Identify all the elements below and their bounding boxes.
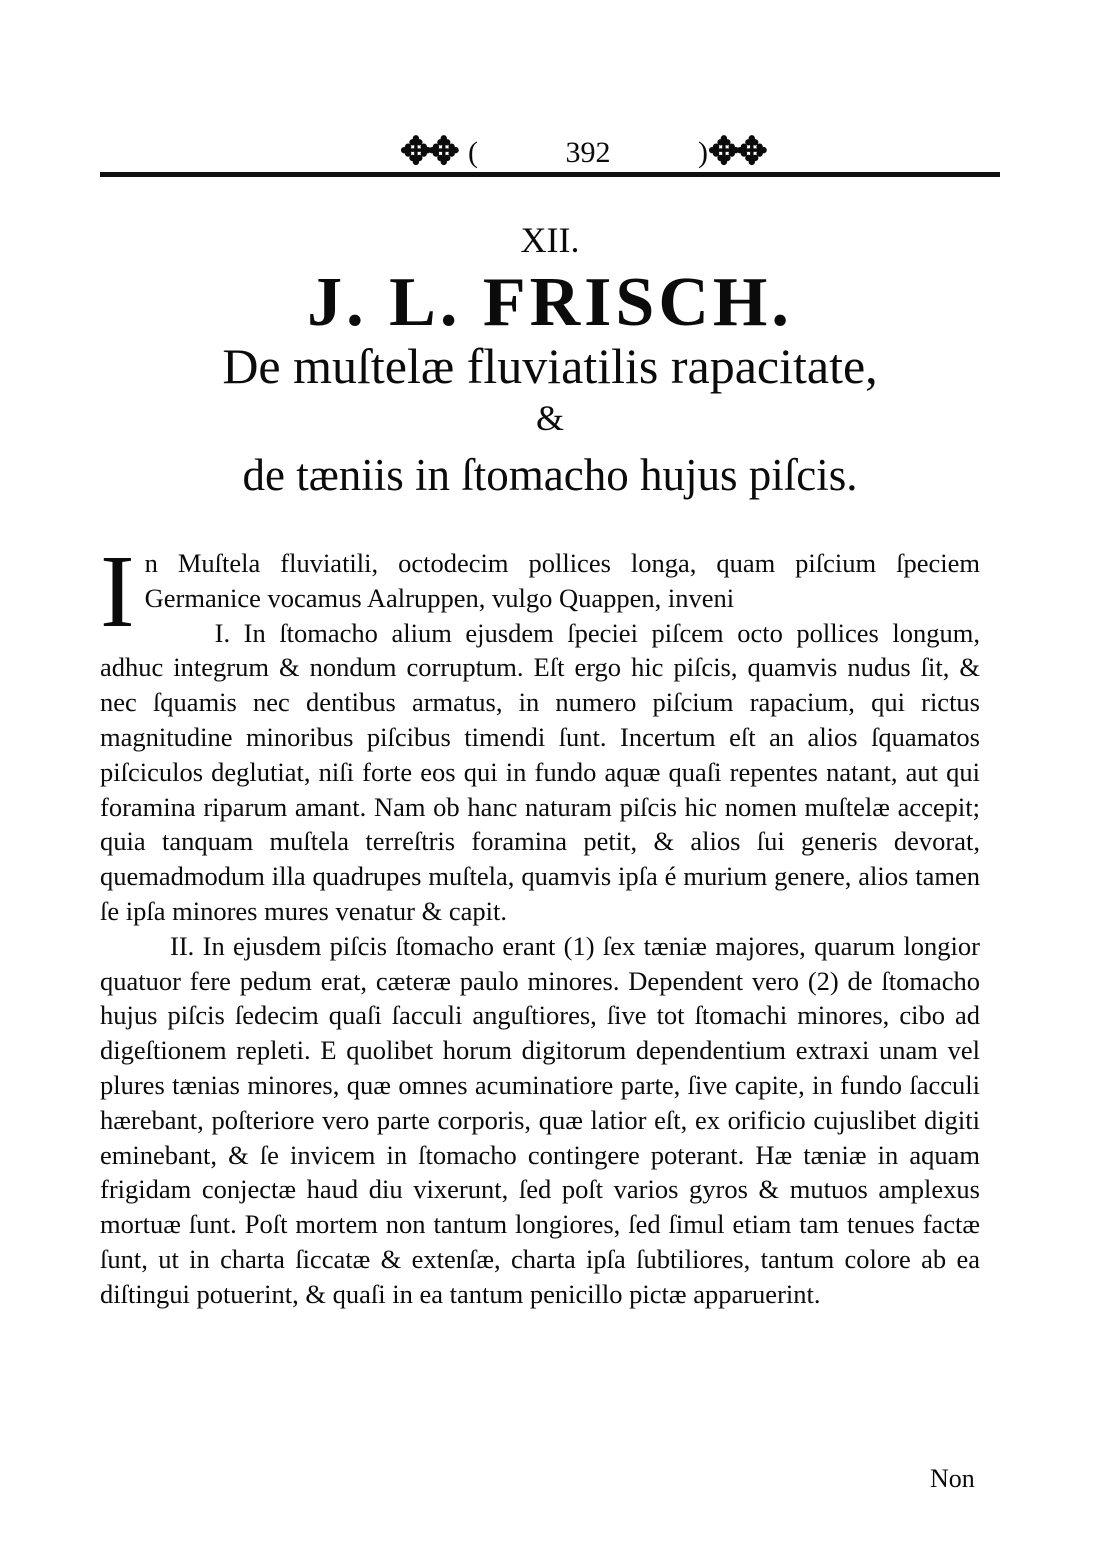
drop-cap: I [100, 534, 135, 649]
ornament-left-icon: ✥✥ [400, 128, 456, 173]
page-number: 392 [565, 136, 611, 169]
close-paren: ) [698, 136, 708, 169]
catchword: Non [930, 1464, 975, 1493]
author-heading: J. L. FRISCH. [307, 264, 793, 341]
title-ampersand: & [535, 398, 564, 438]
running-head [100, 118, 1000, 178]
paragraph-intro [100, 534, 980, 649]
body-text [100, 534, 980, 1312]
section-number: XII. [520, 220, 580, 260]
page-number-group [468, 138, 708, 168]
paragraph-section-2: II. In ejusdem piſcis ſtomacho erant (1) ſex tæniæ majores, quarum longior quatuor fere pedum erat, cæteræ paulo minores. Dependent vero (2) de ſtomacho hujus piſcis ſedecim quaſi ſacculi anguſtiores, ſive tot ſtomachi minores, cibo ad digeſtionem repleti. E quolibet horum digitorum dependentium extraxi unam vel plures tænias minores, quæ omnes acuminatiore parte, ſive capite, in fundo ſacculi hærebant, poſteriore vero parte corporis, quæ latior eſt, ex orificio cujuslibet digiti eminebant, & ſe invicem in ſtomacho contingere poterant. Hæ tæniæ in aquam frigidam conjectæ haud diu vixerunt, ſed poſt varios gyros & mutuos amplexus mortuæ ſunt. Poſt mortem non tantum longiores, ſed ſimul etiam tam tenues factæ ſunt, ut in charta ſiccatæ & extenſæ, charta ipſa ſubtiliores, tantum colore ab ea diſtingui potuerint, & quaſi in ea tantum penicillo pictæ apparuerint. [100, 930, 980, 1309]
open-paren: ( [468, 136, 478, 169]
header-rule [100, 172, 1000, 177]
title-line-1: De muſtelæ fluviatilis rapacitate, [222, 338, 878, 394]
paragraph-intro-text: n Muſtela fluviatili, octodecim pollices longa, quam piſcium ſpeciem Germanice vocamus Aalruppen, vulgo Quappen, inveni [144, 548, 980, 613]
ornament-right-icon: ✥✥ [708, 128, 764, 173]
paragraph-section-1: I. In ſtomacho alium ejusdem ſpeciei piſcem octo pollices longum, adhuc integrum & nondum corruptum. Eſt ergo hic piſcis, quamvis nudus ſit, & nec ſquamis nec dentibus armatus, in numero piſcium rapacium, qui rictus magnitudine minoribus piſcibus timendi ſunt. Incertum eſt an alios ſquamatos piſciculos deglutiat, niſi forte eos qui in fundo aquæ quaſi repentes natant, aut qui foramina riparum amant. Nam ob hanc naturam piſcis hic nomen muſtelæ accepit; quia tanquam muſtela terreſtris foramina petit, & alios ſui generis devorat, quemadmodum illa quadrupes muſtela, quamvis ipſa é murium genere, alios tamen ſe ipſa minores mures venatur & capit. [100, 617, 980, 926]
title-line-3: de tæniis in ſtomacho hujus piſcis. [242, 450, 858, 500]
